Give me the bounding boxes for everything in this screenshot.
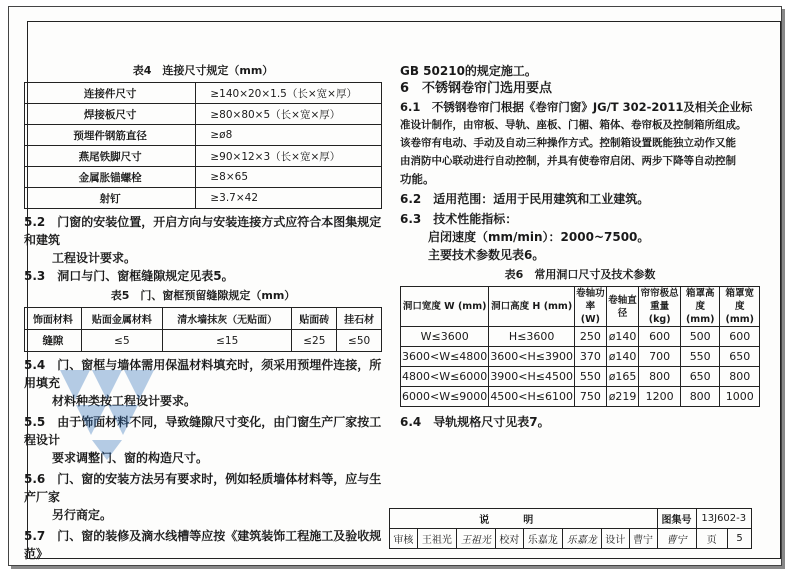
table6-caption: 表6 常用洞口尺寸及技术参数 <box>504 268 656 281</box>
table4-value: ≥80×80×5（长×宽×厚） <box>196 104 382 125</box>
review-name: 王祖光 <box>417 529 456 549</box>
table6-header: 帘帘极总重量 (kg) <box>640 288 679 325</box>
table4-value: ≥ø8 <box>196 125 382 146</box>
page-label: 页 <box>696 529 728 549</box>
review-signature: 王祖光 <box>456 529 495 549</box>
table6-cell: 600 <box>639 327 681 347</box>
table6-header: 洞口高度 H (mm) <box>489 287 575 327</box>
table6-cell: 750 <box>575 387 607 407</box>
title-block-title: 说明 <box>390 509 658 529</box>
table5-cell: ≤15 <box>162 330 291 352</box>
table4-key: 金属胀锚螺栓 <box>25 167 196 188</box>
table6-header: 卷轴直径 <box>606 287 639 327</box>
para-6-1c: 该卷帘有电动、手动及自动三种操作方式。控制箱设置既能独立动作又能 <box>400 137 736 149</box>
table6-cell: ø219 <box>606 387 639 407</box>
table6-cell: 800 <box>720 367 760 387</box>
table4-key: 连接件尺寸 <box>25 83 196 104</box>
table6-cell: ø140 <box>606 347 639 367</box>
table5-header: 清水墙抹灰（无贴面） <box>162 308 291 330</box>
para-5-5a: 5.5 由于饰面材料不同，导致缝隙尺寸变化，由门窗生产厂家按工程设计 <box>24 415 382 447</box>
table6-cell: 3600<W≤4800 <box>401 347 489 367</box>
table6-cell: 800 <box>680 387 720 407</box>
design-name: 曹宁 <box>629 529 657 549</box>
table5-cell: ≤25 <box>292 330 337 352</box>
table4-row <box>25 146 382 167</box>
check-name: 乐嘉龙 <box>523 529 562 549</box>
atlas-number: 13J602-3 <box>696 509 751 529</box>
table4 <box>24 82 382 209</box>
table4-value: ≥90×12×3（长×宽×厚） <box>196 146 382 167</box>
table4-row <box>25 167 382 188</box>
table4-value: ≥140×20×1.5（长×宽×厚） <box>196 83 382 104</box>
table6-cell: 250 <box>575 327 607 347</box>
table6-cell: 800 <box>639 367 681 387</box>
table6-cell: 4500<H≤6100 <box>489 387 575 407</box>
table5 <box>24 307 382 352</box>
table4-row <box>25 83 382 104</box>
para-5-3: 5.3 洞口与门、窗框缝隙规定见表5。 <box>24 269 234 283</box>
table4-row <box>25 104 382 125</box>
para-cont: GB 50210的规定施工。 <box>400 64 537 78</box>
table6-header: 箱罩高度 (mm) <box>680 287 720 327</box>
para-6-4: 6.4 导轨规格尺寸见表7。 <box>400 415 550 429</box>
para-5-2b: 工程设计要求。 <box>52 251 137 265</box>
table4-value: ≥8×65 <box>196 167 382 188</box>
table6-header: 卷轴功率 (W) <box>576 288 605 325</box>
para-5-6a: 5.6 门、窗的安装方法另有要求时，例如轻质墙体材料等，应与生产厂家 <box>24 472 382 504</box>
table4-caption: 表4 连接尺寸规定（mm） <box>132 64 274 77</box>
table6-header: 箱罩宽度 (mm) <box>720 287 760 327</box>
para-5-4b: 材料种类按工程设计要求。 <box>52 394 197 408</box>
para-6-1e: 功能。 <box>400 172 435 186</box>
table6-cell: 6000<W≤9000 <box>401 387 489 407</box>
section-6-heading: 6 不锈钢卷帘门选用要点 <box>400 81 553 96</box>
left-column <box>24 62 382 563</box>
table6-cell: 500 <box>680 327 720 347</box>
table5-cell: ≤50 <box>337 330 382 352</box>
check-signature: 乐嘉龙 <box>562 529 601 549</box>
table5-header: 饰面材料 <box>25 308 82 330</box>
table6-cell: W≤3600 <box>401 327 489 347</box>
para-5-7: 5.7 门、窗的装修及滴水线槽等应按《建筑装饰工程施工及验收规范》 <box>24 529 382 561</box>
check-label: 校对 <box>495 529 523 549</box>
table6-row <box>401 347 760 367</box>
table4-key: 射钉 <box>25 188 196 209</box>
table6-cell: 650 <box>720 347 760 367</box>
para-6-3b: 主要技术参数见表6。 <box>428 248 545 262</box>
table6-row <box>401 367 760 387</box>
table6-cell: 650 <box>680 367 720 387</box>
table6-cell: 3600<H≤3900 <box>489 347 575 367</box>
table6-cell: 4800<W≤6000 <box>401 367 489 387</box>
table6-cell: ø165 <box>606 367 639 387</box>
page-number: 5 <box>728 529 752 549</box>
table4-row <box>25 188 382 209</box>
para-6-2: 6.2 适用范围：适用于民用建筑和工业建筑。 <box>400 192 650 206</box>
table5-caption: 表5 门、窗框预留缝隙规定（mm） <box>110 289 296 302</box>
table6-cell: 3900<H≤4500 <box>489 367 575 387</box>
atlas-label: 图集号 <box>657 509 696 529</box>
para-5-2a: 5.2 门窗的安装位置，开启方向与安装连接方式应符合本图集规定和建筑 <box>24 215 382 247</box>
para-6-1b: 准设计制作，由帘板、导轨、座板、门楣、箱体、卷帘板及控制箱所组成。 <box>400 119 747 131</box>
table6-cell: 550 <box>575 367 607 387</box>
right-column <box>400 62 760 431</box>
table4-key: 燕尾铁脚尺寸 <box>25 146 196 167</box>
table6-cell: ø140 <box>606 327 639 347</box>
table4-key: 预埋件钢筋直径 <box>25 125 196 146</box>
table5-header: 贴面金属材料 <box>81 308 162 330</box>
design-label: 设计 <box>601 529 629 549</box>
para-5-6b: 另行商定。 <box>52 508 113 522</box>
para-6-3: 6.3 技术性能指标： <box>400 212 518 226</box>
table6 <box>400 286 760 407</box>
table6-cell: 700 <box>639 347 681 367</box>
table6-row <box>401 387 760 407</box>
table6-cell: 370 <box>575 347 607 367</box>
title-block <box>389 508 752 550</box>
table5-header: 贴面砖 <box>292 308 337 330</box>
table4-key: 焊接板尺寸 <box>25 104 196 125</box>
table5-cell: 缝隙 <box>25 330 82 352</box>
para-6-3a: 启闭速度（mm/min）：2000~7500。 <box>428 230 650 244</box>
review-label: 审核 <box>390 529 418 549</box>
table4-value: ≥3.7×42 <box>196 188 382 209</box>
table6-header: 洞口宽度 W (mm) <box>401 287 489 327</box>
table6-cell: 550 <box>680 347 720 367</box>
table5-cell: ≤5 <box>81 330 162 352</box>
table6-row <box>401 327 760 347</box>
table4-row <box>25 125 382 146</box>
table6-cell: 1000 <box>720 387 760 407</box>
watermark-triangles-icon <box>60 360 190 460</box>
design-signature: 曹宁 <box>657 529 696 549</box>
para-5-5b: 要求调整门、窗的构造尺寸。 <box>52 451 209 465</box>
para-5-4a: 5.4 门、窗框与墙体需用保温材料填充时，须采用预埋件连接，所用填充 <box>24 358 382 390</box>
table5-header: 挂石材 <box>337 308 382 330</box>
para-6-1d: 由消防中心联动进行自动控制，并具有使卷帘启闭、两步下降等自动控制 <box>400 155 736 167</box>
para-6-1a: 6.1 不锈钢卷帘门根据《卷帘门窗》JG/T 302-2011及相关企业标 <box>400 100 753 114</box>
table6-cell: 600 <box>720 327 760 347</box>
table6-cell: H≤3600 <box>489 327 575 347</box>
table6-cell: 1200 <box>639 387 681 407</box>
